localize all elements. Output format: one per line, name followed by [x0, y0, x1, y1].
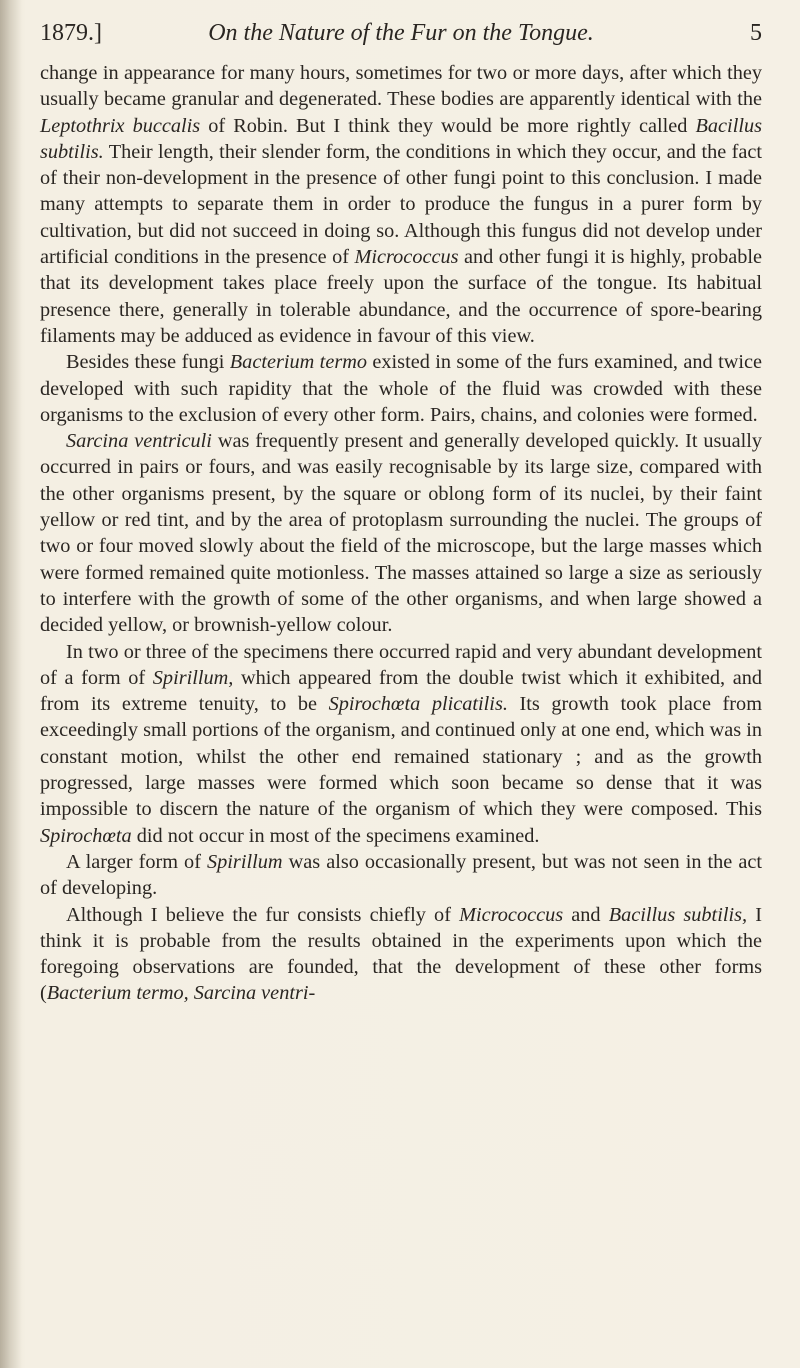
- text-run: did not occur in most of the specimens examined.: [131, 824, 540, 847]
- paragraph: [40, 349, 762, 428]
- text-run: Although I believe the fur consists chiefly of: [66, 903, 460, 926]
- italic-text: Sarcina ventriculi: [66, 430, 212, 453]
- text-run: change in appearance for many hours, sometimes for two or more days, after which they usually became granular and degenerated. These bodies are apparently identical with the: [40, 62, 762, 111]
- paragraph: [40, 902, 762, 1007]
- header-year: 1879.]: [40, 20, 102, 46]
- text-run: of Robin. But I think they would be more rightly called: [200, 114, 696, 137]
- page-number: 5: [750, 20, 762, 46]
- text-run: which appeared from the double twist which it exhibited, and from its extreme tenuity, to be: [40, 666, 763, 716]
- italic-text: Micrococcus: [459, 903, 564, 926]
- paragraph: [40, 849, 762, 902]
- running-title: On the Nature of the Fur on the Tongue.: [208, 20, 594, 46]
- italic-text: Bacterium termo, Sarcina ventri-: [46, 982, 316, 1005]
- text-run: I think it is probable from the results obtained in the experiments upon which the foregoing observations are founded, that the development of these other forms (: [40, 903, 762, 1005]
- italic-text: Spirillum: [207, 850, 283, 873]
- text-run: Their length, their slender form, the conditions in which they occur, and the fact of their non-development in the presence of other fungi point to this conclusion. I made many attempts to separate them in order to produce the fungus in a purer form by cultivation, but did not succeed in doing so. Although this fungus did not develop under artificial conditions in the presence of: [40, 140, 762, 269]
- text-run: In two or three of the specimens there occurred rapid and very abundant development of a form of: [40, 640, 762, 689]
- paragraph: [40, 428, 762, 638]
- italic-text: Micrococcus: [354, 246, 459, 269]
- italic-text: Spirochœta plicatilis.: [328, 693, 508, 716]
- italic-text: Spirochœta: [40, 824, 132, 847]
- italic-text: Spirillum,: [152, 666, 234, 689]
- text-run: was also occasionally present, but was not seen in the act of developing.: [40, 850, 763, 900]
- italic-text: Bacillus subtilis,: [608, 903, 748, 926]
- text-run: was frequently present and generally developed quickly. It usually occurred in pairs or fours, and was easily recognisable by its large size, compared with the other organisms present, by the square or oblong form of its nuclei, by their faint yellow or red tint, and by the area of protoplasm surrounding the nuclei. The groups of two or four moved slowly about the field of the microscope, but the large masses which were formed remained quite motionless. The masses attained so large a size as seriously to interfere with the growth of some of the other organisms, and when large showed a decided yellow, or brownish-yellow colour.: [40, 430, 762, 637]
- body-text: [40, 60, 762, 1007]
- binding-shadow: [0, 0, 22, 1368]
- text-run: Besides these fungi: [66, 351, 230, 374]
- text-run: A larger form of: [66, 850, 208, 873]
- italic-text: Bacillus subtilis.: [40, 114, 762, 163]
- paragraph: [40, 639, 762, 849]
- text-run: Its growth took place from exceedingly small portions of the organism, and continued only at one end, which was in constant motion, whilst the other end remained stationary ; and as the growth progressed, large masses were formed which soon became so dense that it was impossible to discern the nature of the organism of which they were composed. This: [40, 693, 762, 821]
- text-run: and other fungi it is highly, probable that its development takes place freely upon the surface of the tongue. Its habitual presence there, generally in tolerable abundance, and the occurrence of spore-bearing filaments may be adduced as evidence in favour of this view.: [40, 246, 763, 347]
- italic-text: Leptothrix buccalis: [40, 114, 201, 137]
- paragraph: [40, 60, 762, 349]
- text-run: and: [563, 903, 609, 926]
- italic-text: Bacterium termo: [229, 351, 367, 374]
- running-header: [40, 20, 762, 56]
- text-run: existed in some of the furs examined, and twice developed with such rapidity that the whole of the fluid was crowded with these organisms to the exclusion of every other form. Pairs, chains, and colonies were formed.: [40, 351, 762, 426]
